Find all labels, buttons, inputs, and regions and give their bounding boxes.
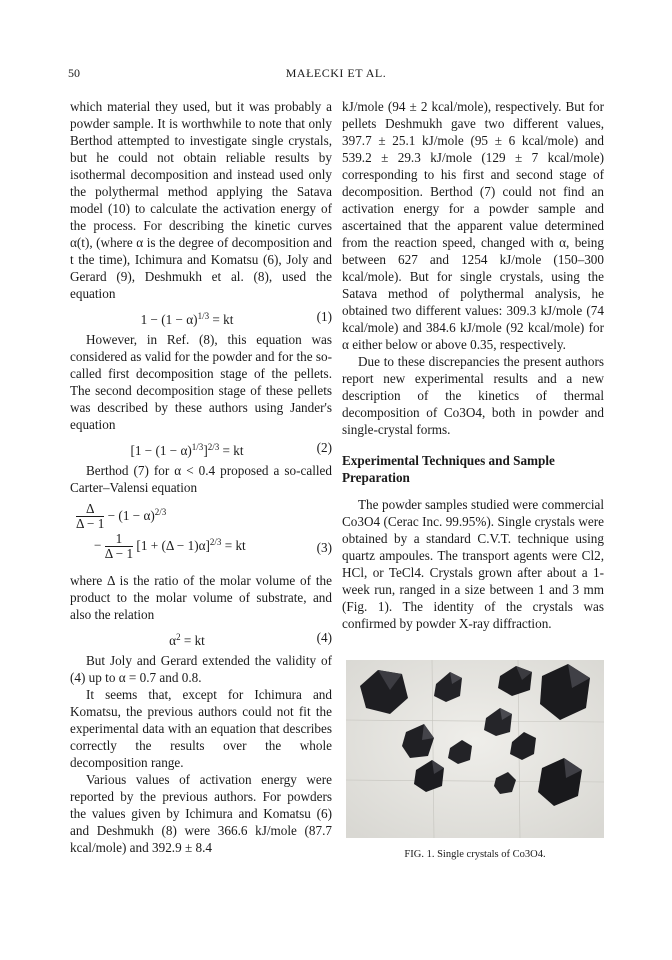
fraction: $\frac{1}{\Delta - 1}$: [104, 531, 134, 561]
paragraph: Due to these discrepancies the present authors report new experimental results and a new description of the kinetics of thermal decomposition of Co3O4, both in powder and single-crystal forms.: [342, 354, 604, 437]
right-column: [342, 98, 604, 632]
equation-body: $1 - (1 - \alpha)^{1/3}$ = kt: [140, 311, 234, 327]
paragraph: But Joly and Gerard extended the validity of (4) up to α = 0.7 and 0.8.: [70, 653, 332, 685]
equation-body: $[1 - (1 - \alpha)^{1/3}]^{2/3}$ = kt: [130, 442, 244, 458]
page-number: 50: [68, 66, 80, 80]
paragraph: However, in Ref. (8), this equation was considered as valid for the powder and for the so-called first decomposition stage of the pellets. The second decomposition stage of these pellets was described by these authors using Jander's equation: [70, 332, 332, 432]
equation-2: [70, 439, 332, 456]
equation-term: $[1 + (\Delta - 1)\alpha]^{2/3}$ = kt: [136, 536, 246, 553]
paragraph: The powder samples studied were commercial Co3O4 (Cerac Inc. 99.95%). Single crystals were obtained by a standard C.V.T. technique using quartz ampoules. The transport agents were Cl2, HCl, or TeCl4. Crystals grown after about a 1-week run, ranged in a size between 1 and 3 mm (Fig. 1). The identity of the crystals was confirmed by powder X-ray diffraction.: [342, 497, 604, 631]
equation-number: (1): [316, 309, 332, 324]
paragraph: which material they used, but it was probably a powder sample. It is worthwhile to note that only Berthod attempted to investigate single crystals, but he could not obtain reliable results by isothermal decomposition and instead used only the polythermal method applying the Satava model (10) to calculate the activation energy of the process. For describing the kinetic curves α(t), (where α is the degree of decomposition and t the time), Ichimura and Komatsu (6), Joly and Gerard (9), Deshmukh et al. (8), used the equation: [70, 99, 332, 301]
equation-row: − $\frac{1}{\Delta - 1}$ $[1 + (\Delta - 1)\alpha]^{2/3}$ = kt: [94, 531, 246, 561]
equation-4: [70, 629, 332, 646]
equation-1: [70, 308, 332, 325]
paragraph: Various values of activation energy were reported by the previous authors. For powders the values given by Ichimura and Komatsu (6) and Deshmukh (8) were 366.6 kJ/mole (87.7 kcal/mole) and 392.9 ± 8.4: [70, 772, 332, 855]
left-column: [70, 98, 332, 856]
paragraph: where Δ is the ratio of the molar volume of the product to the molar volume of substrate, and also the relation: [70, 573, 332, 622]
equation-term: − $(1 - \alpha)^{2/3}$: [107, 506, 167, 523]
equation-number: (4): [316, 630, 332, 645]
running-head: MAŁECKI ET AL.: [285, 66, 387, 80]
crystal-photo-image: [346, 660, 604, 838]
paragraph: kJ/mole (94 ± 2 kcal/mole), respectively. But for pellets Deshmukh gave two different values, 397.7 ± 25.1 kJ/mole (95 ± 6 kcal/mole) and 539.2 ± 29.3 kJ/mole (129 ± 7 kcal/mole) corresponding to his first and second stage of decomposition. Berthod (7) could not find an activation energy for a powder sample and ascertained that the apparent value determined from the reaction speed, changed with α, being between 627 and 1254 kJ/mole (150–300 kcal/mole). But for single crystals, using the Satava method of polythermal analysis, he obtained two different values: 309.3 kJ/mole (74 kcal/mole) and 384.6 kJ/mole (92 kcal/mole) for α either below or above 0.35, respectively.: [342, 99, 604, 352]
page-header: [68, 66, 604, 84]
fraction: $\frac{\Delta}{\Delta - 1}$: [76, 501, 105, 531]
crystal-photograph: [346, 660, 604, 838]
equation-number: (3): [316, 540, 332, 555]
equation-number: (2): [316, 440, 332, 455]
equation-row: [76, 502, 166, 531]
equation-3: [70, 502, 332, 564]
figure-caption: FIG. 1. Single crystals of Co3O4.: [404, 849, 546, 860]
section-heading: Experimental Techniques and Sample Preparation: [342, 453, 555, 485]
paragraph: It seems that, except for Ichimura and Komatsu, the previous authors could not fit the experimental data with an equation that describes correctly the results over the whole decomposition range.: [70, 687, 332, 770]
paragraph: Berthod (7) for α < 0.4 proposed a so-called Carter–Valensi equation: [70, 463, 332, 495]
equation-body: $\alpha^2$ = kt: [169, 632, 205, 648]
